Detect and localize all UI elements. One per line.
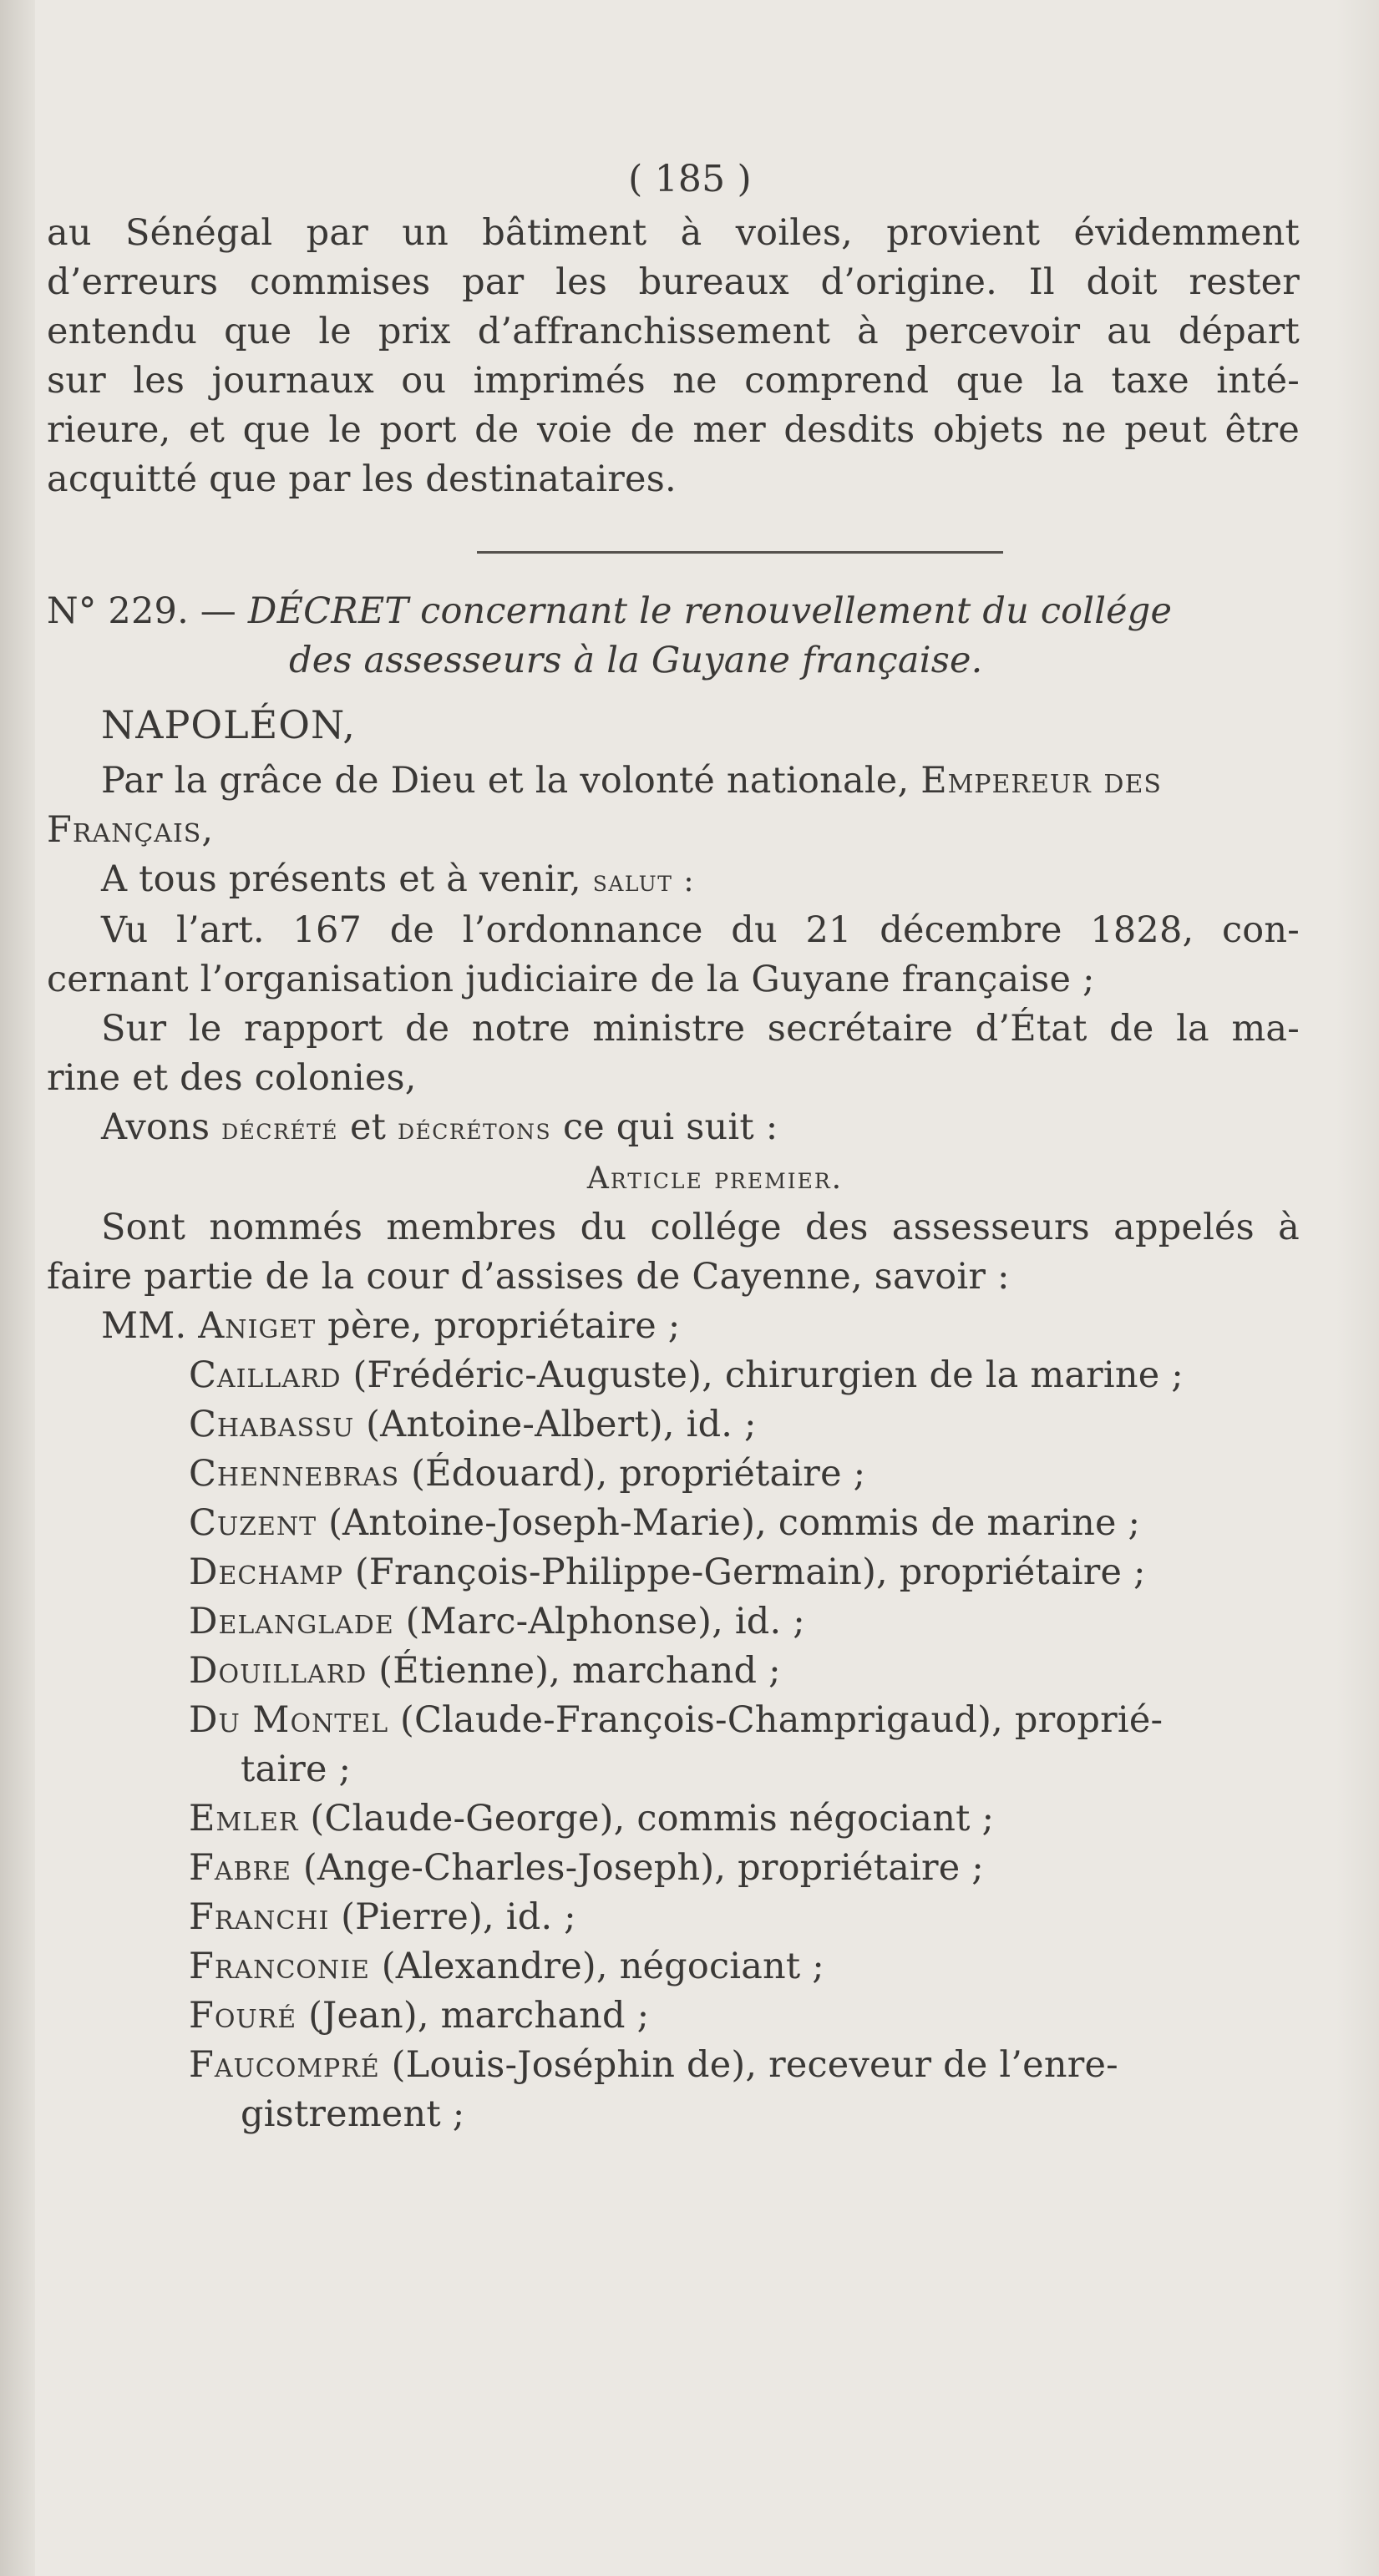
grace-text: Par la grâce de Dieu et la volonté nationale, [101,760,910,802]
member-name: Chennebras [189,1453,400,1495]
salut-word: salut : [592,864,695,898]
decree-title-line: des assesseurs à la Guyane française. [289,640,983,681]
sovereign-name: NAPOLÉON, [101,702,356,747]
member-name: Caillard [189,1354,342,1396]
member-detail: (Claude-François-Champrigaud), proprié- [388,1699,1164,1741]
member-detail: (Antoine-Joseph-Marie), commis de marine ; [317,1502,1141,1544]
member-detail: (Frédéric-Auguste), chirurgien de la marine ; [341,1354,1184,1396]
member-entry [47,1302,1300,1351]
member-detail: (François-Philippe-Germain), propriétaire ; [343,1551,1146,1593]
member-detail: (Alexandre), négociant ; [369,1946,824,1987]
intro-paragraph [47,209,1300,504]
vu-line: Vu l’art. 167 de l’ordonnance du 21 décembre 1828, con- [101,909,1300,951]
member-name: Chabassu [189,1404,355,1445]
member-name: Delanglade [189,1601,394,1642]
member-entry [47,1400,1300,1450]
decrete-word: décrété [221,1112,339,1146]
member-continuation: gistrement ; [241,2093,465,2135]
member-detail: (Louis-Joséphin de), receveur de l’enre- [379,2044,1118,2086]
intro-line: sur les journaux ou imprimés ne comprend que la taxe inté- [47,360,1300,402]
member-entry [47,1450,1300,1499]
member-entry [47,1696,1300,1745]
page-text [47,154,1300,2139]
member-detail: (Ange-Charles-Joseph), propriétaire ; [292,1847,984,1889]
avons-end: ce qui suit : [563,1106,778,1148]
decree-heading [47,587,1300,686]
member-name: Fabre [189,1847,292,1889]
member-detail: (Édouard), propriétaire ; [399,1453,866,1495]
member-detail: (Pierre), id. ; [329,1896,576,1938]
member-detail: (Claude-George), commis négociant ; [298,1798,995,1840]
member-name: Faucompré [189,2044,380,2086]
member-name: Franchi [189,1896,330,1938]
avons-word: Avons [101,1106,210,1148]
member-name: Franconie [189,1946,370,1987]
grace-line-2: Français, [47,809,215,851]
member-name: Dechamp [189,1551,344,1593]
member-entry [47,1942,1300,1991]
member-entry [47,1647,1300,1696]
page-number: ( 185 ) [628,158,752,200]
grace-line [47,757,1300,806]
member-detail: père, propriétaire ; [316,1305,681,1347]
member-list [47,1302,1300,2139]
member-name: Fouré [189,1995,297,2037]
decretons-word: décrétons [397,1112,552,1146]
member-entry [47,1991,1300,2041]
member-detail: (Marc-Alphonse), id. ; [393,1601,805,1642]
rapport-line: rine et des colonies, [47,1057,417,1099]
member-entry [47,2041,1300,2090]
emperor-title: Empereur des [920,760,1162,802]
intro-line: au Sénégal par un bâtiment à voiles, provient évidemment [47,212,1300,254]
member-name: Aniget [198,1305,317,1347]
member-entry [47,1351,1300,1400]
article-heading: Article premier. [586,1161,844,1196]
member-entry [47,1597,1300,1647]
sont-line: faire partie de la cour d’assises de Cayenne, savoir : [47,1256,1010,1298]
intro-line: d’erreurs commises par les bureaux d’origine. Il doit rester [47,261,1300,303]
member-detail: (Étienne), marchand ; [367,1650,781,1692]
intro-line: rieure, et que le port de voie de mer desdits objets ne peut être [47,409,1300,451]
intro-line: acquitté que par les destinataires. [47,458,677,500]
salut-text: A tous présents et à venir, [101,858,581,900]
intro-line: entendu que le prix d’affranchissement à percevoir au départ [47,311,1300,352]
decree-number: N° 229. — [47,590,237,632]
vu-line: cernant l’organisation judiciaire de la Guyane française ; [47,959,1095,1000]
avons-line [47,1103,1300,1154]
member-entry [47,1844,1300,1893]
member-prefix: MM. [101,1305,187,1347]
rapport-line: Sur le rapport de notre ministre secrétaire d’État de la ma- [101,1008,1300,1050]
decree-title-line: DÉCRET concernant le renouvellement du collége [247,590,1173,632]
member-entry [47,1893,1300,1942]
member-entry [47,1548,1300,1597]
member-name: Douillard [189,1650,368,1692]
member-entry [47,1794,1300,1844]
member-continuation: taire ; [241,1749,352,1790]
section-divider [477,551,1003,554]
member-detail: (Jean), marchand ; [297,1995,650,2037]
salut-line [47,855,1300,906]
page-gutter [0,0,35,2576]
sont-line: Sont nommés membres du collége des assesseurs appelés à [101,1207,1300,1248]
member-name: Emler [189,1798,299,1840]
member-detail: (Antoine-Albert), id. ; [354,1404,757,1445]
member-entry [47,1499,1300,1548]
et-word: et [349,1106,387,1148]
member-name: Cuzent [189,1502,317,1544]
member-name: Du Montel [189,1699,389,1741]
